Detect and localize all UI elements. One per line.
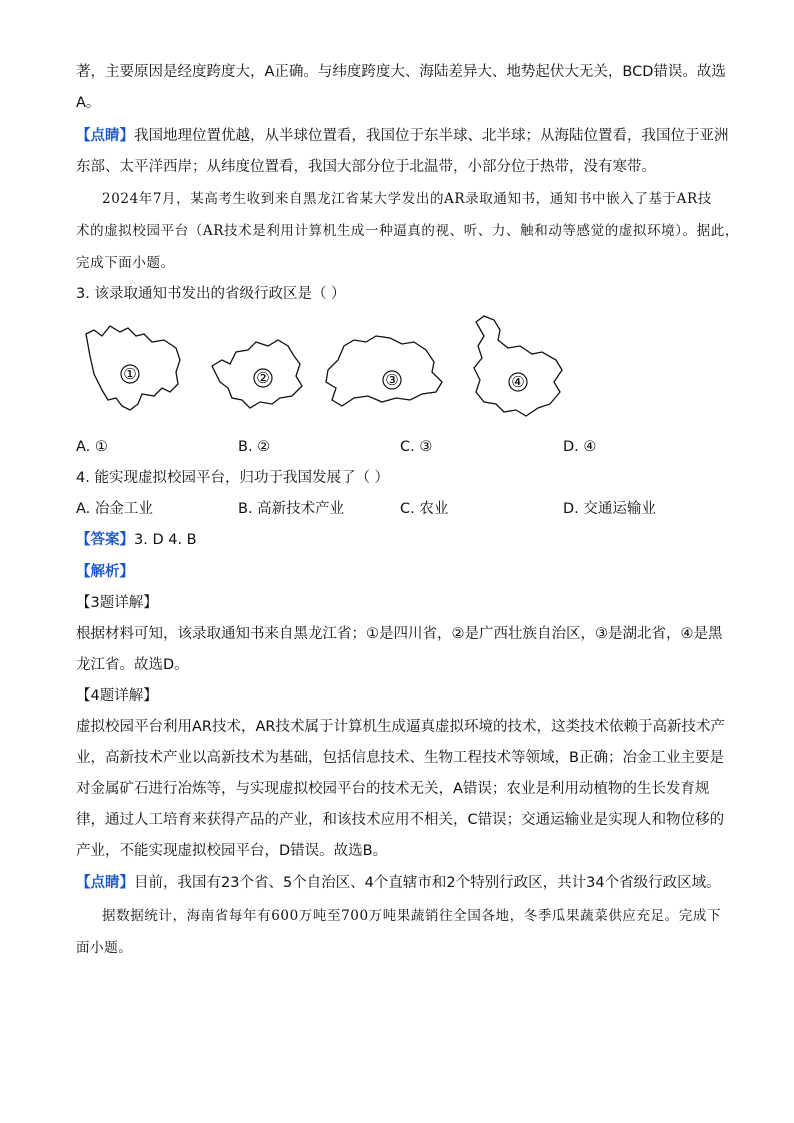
detail-line: 虚拟校园平台利用AR技术，AR技术属于计算机生成逼真虚拟环境的技术，这类技术依赖于高新技术产 bbox=[76, 719, 725, 735]
map-label-4: ④ bbox=[511, 373, 525, 391]
material-line: 术的虚拟校园平台（AR技术是利用计算机生成一种逼真的视、听、力、触和动等感觉的虚拟环境）。据此， bbox=[76, 223, 739, 239]
detail-3-heading: 【3题详解】 bbox=[76, 595, 158, 611]
tip-line bbox=[76, 873, 726, 893]
material-line: 据数据统计，海南省每年有600万吨至700万吨果蔬销往全国各地，冬季瓜果蔬菜供应充足。完成下 bbox=[102, 908, 722, 924]
q3-option-a: A. ① bbox=[76, 439, 108, 455]
tip-text: 目前，我国有23个省、5个自治区、4个直辖市和2个特别行政区，共计34个省级行政区域。 bbox=[134, 875, 721, 891]
tip-text: 我国地理位置优越，从半球位置看，我国位于东半球、北半球；从海陆位置看，我国位于亚洲 bbox=[134, 128, 729, 144]
material-line: 面小题。 bbox=[76, 940, 133, 956]
answer-line bbox=[76, 530, 726, 550]
map-hubei bbox=[326, 336, 442, 406]
question-4-stem: 4. 能实现虚拟校园平台，归功于我国发展了（ ） bbox=[76, 470, 390, 486]
q4-option-a: A. 冶金工业 bbox=[76, 501, 153, 517]
analysis-line bbox=[76, 562, 726, 582]
analysis-label: 【解析】 bbox=[76, 564, 134, 580]
q4-option-c: C. 农业 bbox=[400, 501, 449, 517]
province-maps bbox=[80, 312, 580, 422]
map-sichuan bbox=[86, 326, 180, 410]
q3-option-d: D. ④ bbox=[563, 439, 597, 455]
material-line: 完成下面小题。 bbox=[76, 255, 175, 271]
map-guangxi bbox=[212, 340, 302, 408]
question-3-stem: 3. 该录取通知书发出的省级行政区是（ ） bbox=[76, 286, 346, 302]
material-line: 2024年7月，某高考生收到来自黑龙江省某大学发出的AR录取通知书，通知书中嵌入了基于AR技 bbox=[102, 191, 712, 207]
detail-line: 业，高新技术产业以高新技术为基础，包括信息技术、生物工程技术等领域，B正确；冶金工业主要是 bbox=[76, 750, 724, 766]
detail-line: 根据材料可知，该录取通知书来自黑龙江省；①是四川省，②是广西壮族自治区，③是湖北省，④是黑 bbox=[76, 626, 723, 642]
map-label-2: ② bbox=[256, 369, 270, 387]
tip-label: 【点睛】 bbox=[76, 875, 134, 891]
detail-line: 对金属矿石进行冶炼等，与实现虚拟校园平台的技术无关，A错误；农业是利用动植物的生长发育规 bbox=[76, 781, 710, 797]
q3-option-b: B. ② bbox=[238, 439, 271, 455]
detail-line: 律，通过人工培育来获得产品的产业，和该技术应用不相关，C错误；交通运输业是实现人和物位移的 bbox=[76, 812, 725, 828]
paragraph-line: A。 bbox=[76, 95, 101, 111]
q4-option-b: B. 高新技术产业 bbox=[238, 501, 345, 517]
q3-option-c: C. ③ bbox=[400, 439, 433, 455]
paragraph-line: 著，主要原因是经度跨度大，A正确。与纬度跨度大、海陆差异大、地势起伏大无关，BCD错误。故选 bbox=[76, 64, 726, 80]
map-label-1: ① bbox=[123, 365, 137, 383]
detail-line: 龙江省。故选D。 bbox=[76, 657, 189, 673]
tip-line: 东部、太平洋西岸；从纬度位置看，我国大部分位于北温带，小部分位于热带，没有寒带。 bbox=[76, 159, 656, 175]
detail-4-heading: 【4题详解】 bbox=[76, 688, 158, 704]
answer-text: 3. D 4. B bbox=[134, 532, 197, 548]
tip-label: 【点睛】 bbox=[76, 128, 134, 144]
tip-line bbox=[76, 126, 729, 146]
map-label-3: ③ bbox=[385, 371, 399, 389]
q4-option-d: D. 交通运输业 bbox=[563, 501, 656, 517]
detail-line: 产业，不能实现虚拟校园平台，D错误。故选B。 bbox=[76, 843, 388, 859]
map-heilongjiang bbox=[474, 316, 562, 416]
answer-label: 【答案】 bbox=[76, 532, 134, 548]
